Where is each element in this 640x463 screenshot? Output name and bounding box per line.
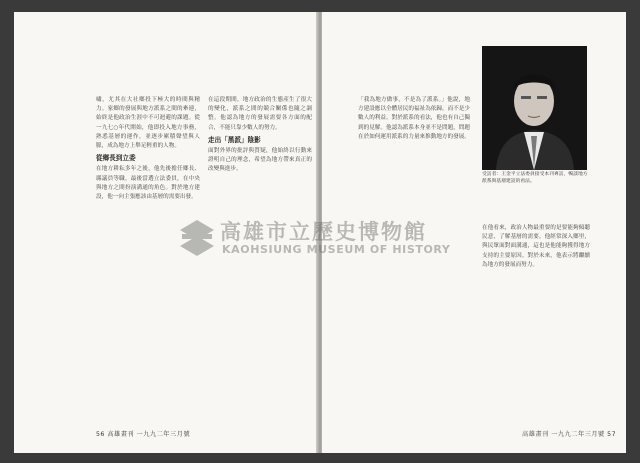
right-col2-text: 在他看來，政治人物最重要的是要能夠傾聽民意，了解基層的需要。他經常深入鄉里，與民眾面對面溝通，這也是他能夠獲得地方支持的主要原因。對於未來，他表示將繼續為地方的發展而努力。 [482, 225, 590, 268]
right-folio: 高雄畫刊 一九九二年三月號 57 [522, 431, 617, 438]
left-col2-heading: 走出「黑派」陰影 [208, 135, 261, 144]
watermark-chinese: 高雄市立歷史博物館 [220, 220, 427, 244]
left-col1-heading: 從鄉長到立委 [96, 154, 136, 163]
right-col1-text: 「我為地方做事，不是為了派系。」他說，地方建設應以全體居民的福祉為依歸，而不是少數人的利益。對於派系的看法，他也有自己獨到的見解。他認為派系本身並不是問題，問題在於如何運用派系的力量來推動地方的發展。 [358, 97, 470, 140]
left-col2-body: 面對外界的批評與質疑，他始終以行動來證明自己的理念，希望為地方帶來真正的改變與進步。 [208, 148, 312, 173]
left-col2-intro: 在這段期間，地方政治的生態產生了很大的變化，派系之間的競合關係也隨之調整。他認為地方的發展需要各方面的配合，不能只靠少數人的努力。 [208, 97, 312, 131]
magazine-spread [14, 12, 626, 453]
left-col1-body: 在地方耕耘多年之後，他先後擔任鄉長、縣議員等職，最後當選立法委員，在中央與地方之間扮演溝通的角色。對於地方建設，他一向主張應該由基層的需要出發。 [96, 166, 200, 201]
watermark-english: KAOHSIUNG MUSEUM OF HISTORY [222, 243, 451, 256]
left-column-2 [208, 96, 312, 422]
portrait-image [482, 46, 587, 170]
left-col1-intro: 嘯，尤其在大社鄉投下極大的時間與精力。家鄉的發展與地方派系之間的牽連，始終是他政治生涯中不可迴避的課題。從一九七○年代開始，他即投入地方事務，熟悉基層的運作，並逐步累積聲望與人脈，成為地方上舉足輕重的人物。 [96, 97, 200, 150]
left-folio: 56 高雄畫刊 一九九二年三月號 [96, 431, 191, 438]
photo-caption: 受訪者：王金平立法委員接受本刊專訪，暢談地方派系與基層建設的看法。 [482, 172, 588, 184]
right-column-2 [482, 224, 590, 422]
right-page [322, 12, 626, 453]
portrait-photo [482, 46, 587, 170]
left-page [14, 12, 318, 453]
left-column-1 [96, 96, 200, 422]
right-column-1 [358, 96, 470, 422]
